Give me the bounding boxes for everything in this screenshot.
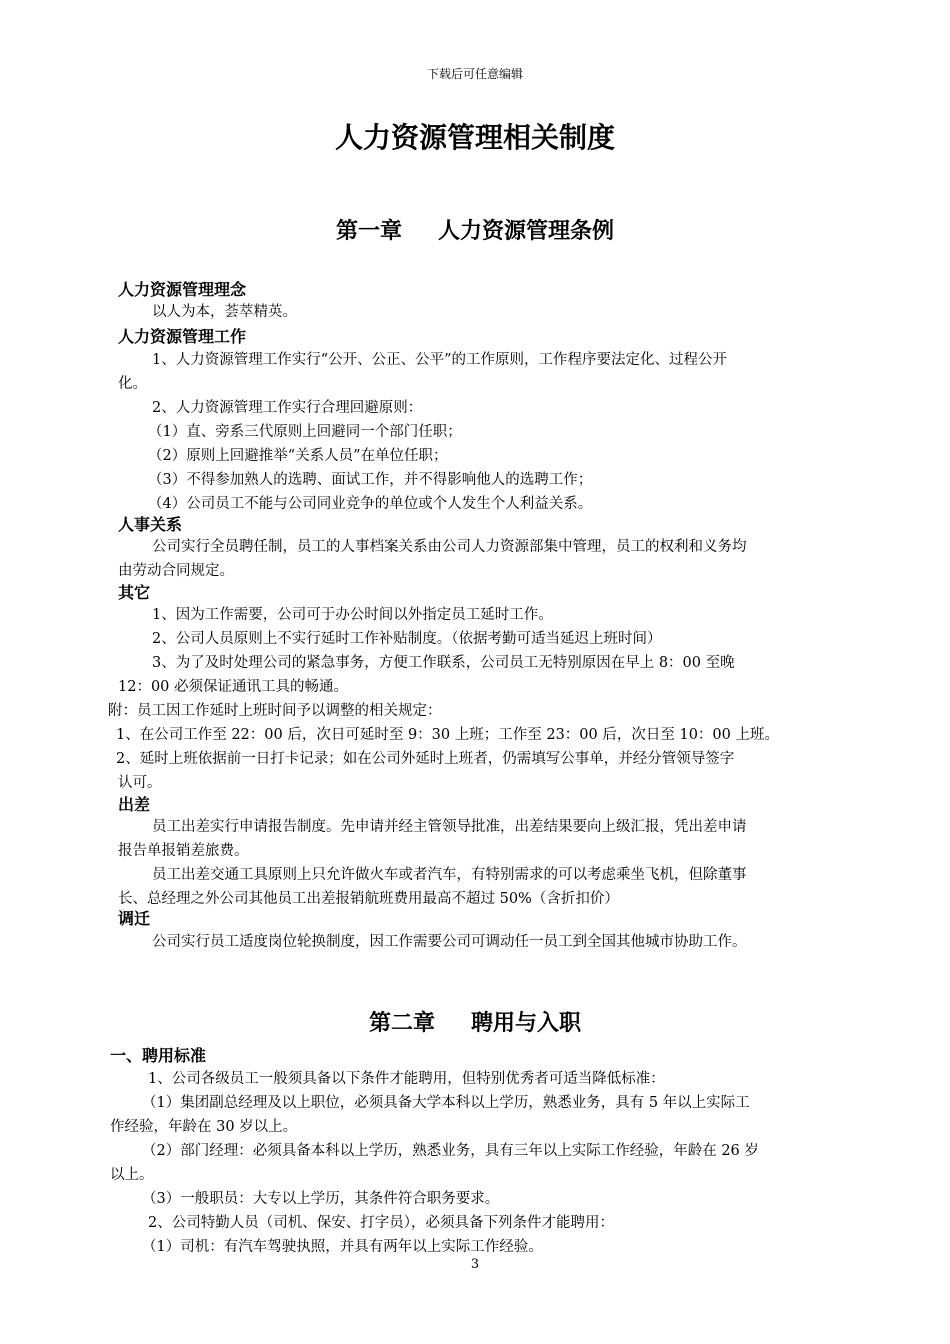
standard-item-1-2-line-1: （2）部门经理：必须具备本科以上学历，熟悉业务，具有三年以上实际工作经验，年龄在 26 岁 <box>142 1143 759 1159</box>
travel-p1-line-2: 报告单报销差旅费。 <box>118 843 249 859</box>
section-heading-transfer: 调迁 <box>118 909 151 928</box>
page-header: 下载后可任意编辑 <box>426 67 523 81</box>
section-heading-work: 人力资源管理工作 <box>118 327 247 346</box>
chapter-2-number: 第二章 <box>368 1011 435 1036</box>
work-item-2-4: （4）公司员工不能与公司同业竞争的单位或个人发生个人利益关系。 <box>148 496 593 512</box>
other-note-2-line-2: 认可。 <box>118 775 162 791</box>
section-heading-concept: 人力资源管理理念 <box>118 280 247 299</box>
transfer-text: 公司实行员工适度岗位轮换制度，因工作需要公司可调动任一员工到全国其他城市协助工作。 <box>152 934 747 950</box>
standard-item-2-1: （1）司机：有汽车驾驶执照，并具有两年以上实际工作经验。 <box>142 1239 543 1255</box>
travel-p2-line-1: 员工出差交通工具原则上只允许做火车或者汽车，有特别需求的可以考虑乘坐飞机，但除董事 <box>152 867 747 883</box>
other-item-1: 1、因为工作需要，公司可于办公时间以外指定员工延时工作。 <box>152 607 553 623</box>
section-heading-travel: 出差 <box>118 795 151 814</box>
other-note-1: 1、在公司工作至 22：00 后，次日可延时至 9：30 上班；工作至 23：00 后，次日至 10：00 上班。 <box>116 727 779 743</box>
standard-item-1: 1、公司各级员工一般须具备以下条件才能聘用，但特别优秀者可适当降低标准： <box>148 1071 665 1087</box>
other-item-3-line-2: 12：00 必须保证通讯工具的畅通。 <box>118 679 349 695</box>
section-heading-standard: 一、聘用标准 <box>110 1046 207 1065</box>
travel-p2-line-2: 长、总经理之外公司其他员工出差报销航班费用最高不超过 50%（含折扣价） <box>118 891 619 907</box>
standard-item-1-3: （3）一般职员：大专以上学历，其条件符合职务要求。 <box>142 1191 500 1207</box>
chapter-1-name: 人力资源管理条例 <box>438 219 615 244</box>
other-note: 附：员工因工作延时上班时间予以调整的相关规定： <box>108 703 442 719</box>
work-item-2-3: （3）不得参加熟人的选聘、面试工作，并不得影响他人的选聘工作； <box>148 472 593 488</box>
other-item-2: 2、公司人员原则上不实行延时工作补贴制度。（依据考勤可适当延迟上班时间） <box>152 631 662 647</box>
work-item-1-line-1: 1、人力资源管理工作实行“公开、公正、公平”的工作原则，工作程序要法定化、过程公开 <box>152 352 728 368</box>
section-heading-relation: 人事关系 <box>118 515 183 534</box>
chapter-1-title <box>0 216 950 248</box>
other-item-3-line-1: 3、为了及时处理公司的紧急事务，方便工作联系，公司员工无特别原因在早上 8：00 至晚 <box>152 655 735 671</box>
document-title: 人力资源管理相关制度 <box>334 121 615 154</box>
work-item-2: 2、人力资源管理工作实行合理回避原则： <box>152 400 423 416</box>
travel-p1-line-1: 员工出差实行申请报告制度。先申请并经主管领导批准，出差结果要向上级汇报，凭出差申请 <box>152 819 747 835</box>
standard-item-1-1-line-2: 作经验，年龄在 30 岁以上。 <box>110 1119 298 1135</box>
relation-line-1: 公司实行全员聘任制，员工的人事档案关系由公司人力资源部集中管理，员工的权利和义务均 <box>152 539 747 555</box>
standard-item-1-2-line-2: 以上。 <box>110 1167 154 1183</box>
work-item-2-1: （1）直、旁系三代原则上回避同一个部门任职； <box>148 424 462 440</box>
standard-item-2: 2、公司特勤人员（司机、保安、打字员），必须具备下列条件才能聘用： <box>148 1215 614 1231</box>
standard-item-1-1-line-1: （1）集团副总经理及以上职位，必须具备大学本科以上学历，熟悉业务，具有 5 年以上实际工 <box>142 1095 750 1111</box>
work-item-1-line-2: 化。 <box>118 376 147 392</box>
chapter-2-title <box>0 1008 950 1040</box>
work-item-2-2: （2）原则上回避推举“关系人员”在单位任职； <box>148 448 448 464</box>
concept-text: 以人为本，荟萃精英。 <box>152 304 297 320</box>
other-note-2-line-1: 2、延时上班依据前一日打卡记录；如在公司外延时上班者，仍需填写公事单，并经分管领导签字 <box>116 751 735 767</box>
page-number: 3 <box>470 1257 480 1272</box>
section-heading-other: 其它 <box>118 583 151 602</box>
chapter-1-number: 第一章 <box>335 219 402 244</box>
chapter-2-name: 聘用与入职 <box>471 1011 582 1036</box>
relation-line-2: 由劳动合同规定。 <box>118 563 234 579</box>
